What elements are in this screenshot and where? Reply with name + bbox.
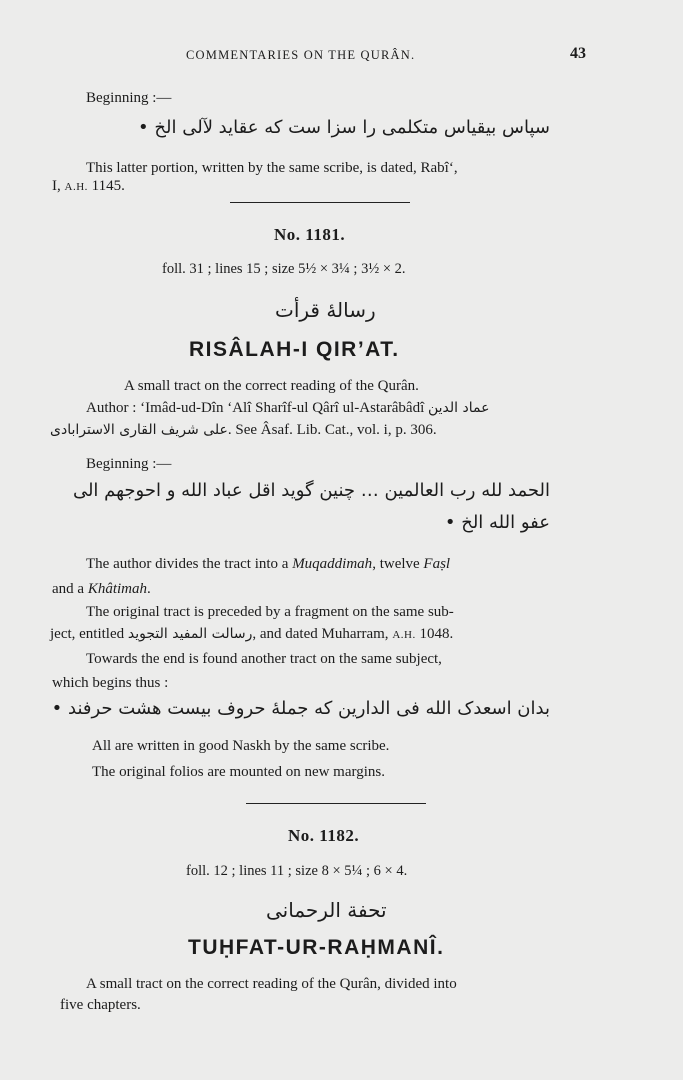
author-line: Author : ‘Imâd-ud-Dîn ‘Alî Sharîf-ul Qârî ul-Astarâbâdî عماد الدین (86, 400, 490, 416)
paragraph-line: ject, entitled رسالت المفید التجوید, and dated Muharram, A.H. 1048. (50, 626, 454, 642)
arabic-beginning-text: سپاس بیقیاس متکلمی را سزا ست که عقاید لآلی الخ • (138, 117, 550, 138)
paragraph-line: All are written in good Naskh by the same scribe. (92, 738, 390, 754)
scribe-note-line: I, A.H. 1145. (52, 178, 125, 194)
description-line: five chapters. (60, 997, 141, 1013)
catalogue-number: No. 1182. (288, 826, 360, 845)
description-line: A small tract on the correct reading of the Qurân, divided into (86, 976, 457, 992)
paragraph-line: The original tract is preceded by a fragment on the same sub- (86, 604, 454, 620)
arabic-beginning-text: عفو الله الخ • (444, 512, 550, 533)
collation-line: foll. 12 ; lines 11 ; size 8 × 5¼ ; 6 × 4. (186, 863, 408, 879)
section-divider (246, 803, 426, 804)
author-line: علی شریف القاری الاسترابادی. See Âsaf. Lib. Cat., vol. i, p. 306. (50, 422, 437, 438)
catalogue-number: No. 1181. (274, 225, 346, 244)
beginning-label: Beginning :— (86, 456, 172, 472)
paragraph-line: The original folios are mounted on new margins. (92, 764, 385, 780)
work-title: RISÂLAH-I QIR’AT. (189, 338, 400, 361)
description-line: A small tract on the correct reading of the Qurân. (124, 378, 419, 394)
paragraph-line: which begins thus : (52, 675, 169, 691)
work-title: TUḤFAT-UR-RAḤMANÎ. (188, 936, 445, 959)
paragraph-line: and a Khâtimah. (52, 581, 151, 597)
arabic-quoted-text: بدان اسعدک الله فی الدارین که جملهٔ حروف بیست هشت حرفند • (51, 698, 550, 719)
arabic-beginning-text: الحمد لله رب العالمین … چنین گوید اقل عباد الله و احوجهم الی (72, 480, 550, 501)
beginning-label: Beginning :— (86, 90, 172, 106)
page-number: 43 (570, 45, 586, 62)
section-divider (230, 202, 410, 203)
collation-line: foll. 31 ; lines 15 ; size 5½ × 3¼ ; 3½ × 2. (162, 261, 406, 277)
arabic-title: تحفة الرحمانی (266, 898, 387, 922)
scribe-note-line: This latter portion, written by the same scribe, is dated, Rabî‘, (86, 160, 458, 176)
paragraph-line: Towards the end is found another tract on the same subject, (86, 651, 442, 667)
arabic-title: رسالهٔ قرأت (275, 298, 376, 322)
paragraph-line: The author divides the tract into a Muqaddimah, twelve Faṣl (86, 556, 451, 572)
running-title: COMMENTARIES ON THE QURÂN. (186, 48, 416, 62)
